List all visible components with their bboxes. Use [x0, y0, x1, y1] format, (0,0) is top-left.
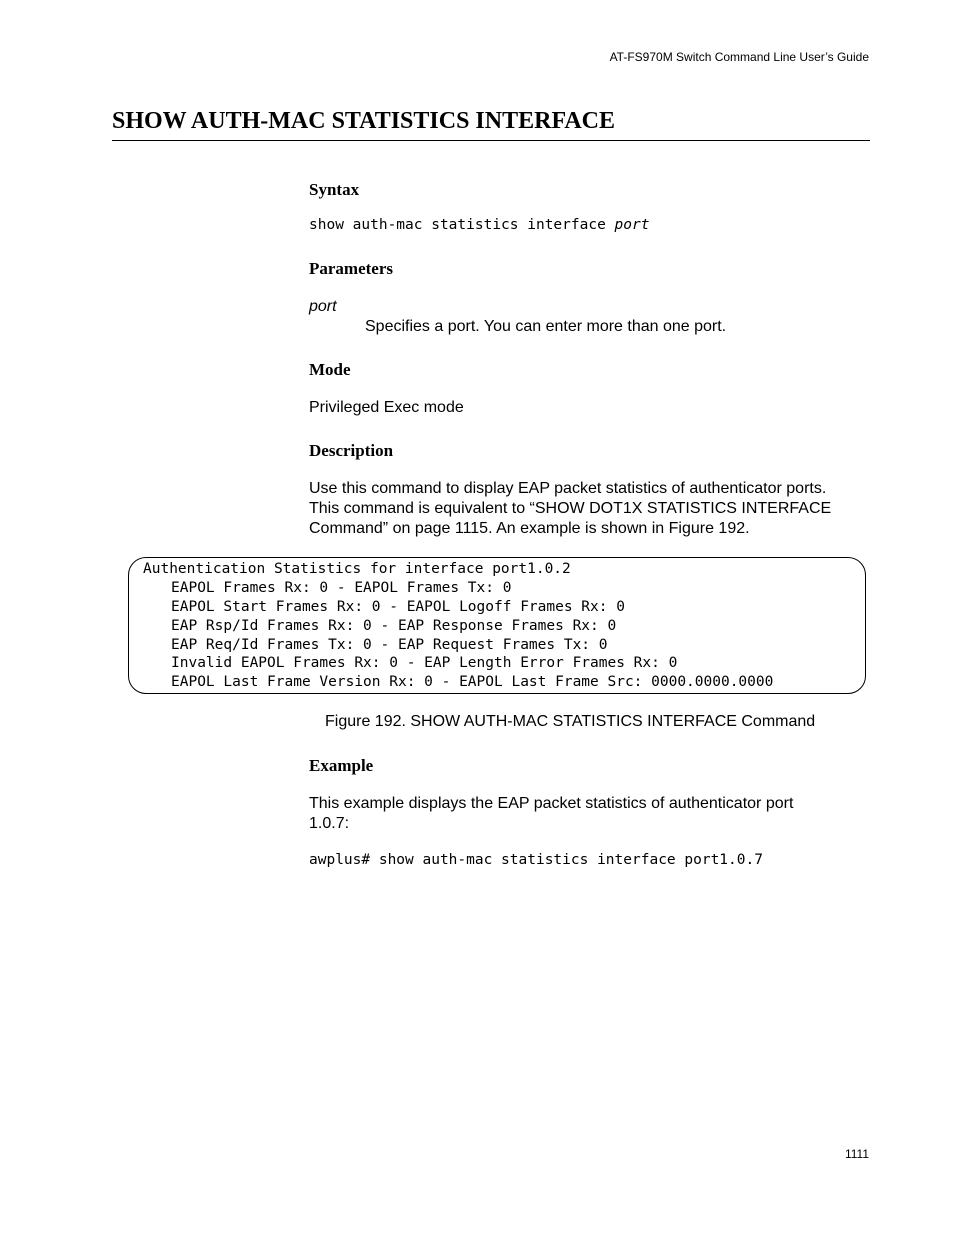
example-command: awplus# show auth-mac statistics interface port1.0.7: [309, 852, 763, 868]
code-line: EAPOL Start Frames Rx: 0 - EAPOL Logoff Frames Rx: 0: [171, 599, 625, 615]
title-rule: [112, 140, 870, 141]
figure-code-box: [128, 557, 866, 694]
syntax-command: [309, 217, 649, 233]
description-line-2: This command is equivalent to “SHOW DOT1X STATISTICS INTERFACE: [309, 500, 832, 517]
code-line: Invalid EAPOL Frames Rx: 0 - EAP Length Error Frames Rx: 0: [171, 655, 678, 671]
parameter-description: Specifies a port. You can enter more than one port.: [365, 318, 727, 335]
syntax-command-text: show auth-mac statistics interface: [309, 217, 615, 233]
description-heading: Description: [309, 441, 394, 460]
example-line-1: This example displays the EAP packet statistics of authenticator port: [309, 795, 794, 812]
parameters-heading: Parameters: [309, 259, 394, 278]
code-line: EAP Rsp/Id Frames Rx: 0 - EAP Response Frames Rx: 0: [171, 618, 617, 634]
example-heading: Example: [309, 756, 374, 775]
syntax-heading: Syntax: [309, 180, 360, 199]
mode-heading: Mode: [309, 360, 351, 379]
example-line-2: 1.0.7:: [309, 815, 350, 832]
code-line: EAPOL Last Frame Version Rx: 0 - EAPOL Last Frame Src: 0000.0000.0000: [171, 674, 774, 690]
parameter-name: port: [309, 298, 337, 315]
running-header: AT-FS970M Switch Command Line User’s Guide: [609, 50, 869, 64]
code-line: EAP Req/Id Frames Tx: 0 - EAP Request Frames Tx: 0: [171, 637, 608, 653]
page-title: SHOW AUTH-MAC STATISTICS INTERFACE: [112, 108, 615, 134]
code-line: EAPOL Frames Rx: 0 - EAPOL Frames Tx: 0: [171, 580, 512, 596]
mode-text: Privileged Exec mode: [309, 399, 464, 416]
figure-caption: Figure 192. SHOW AUTH-MAC STATISTICS INTERFACE Command: [325, 713, 816, 730]
description-line-3: Command” on page 1115. An example is shown in Figure 192.: [309, 520, 750, 537]
code-line: Authentication Statistics for interface port1.0.2: [143, 561, 571, 577]
page-number: 1111: [844, 1147, 869, 1161]
syntax-argument: port: [614, 217, 650, 233]
description-line-1: Use this command to display EAP packet statistics of authenticator ports.: [309, 480, 827, 497]
